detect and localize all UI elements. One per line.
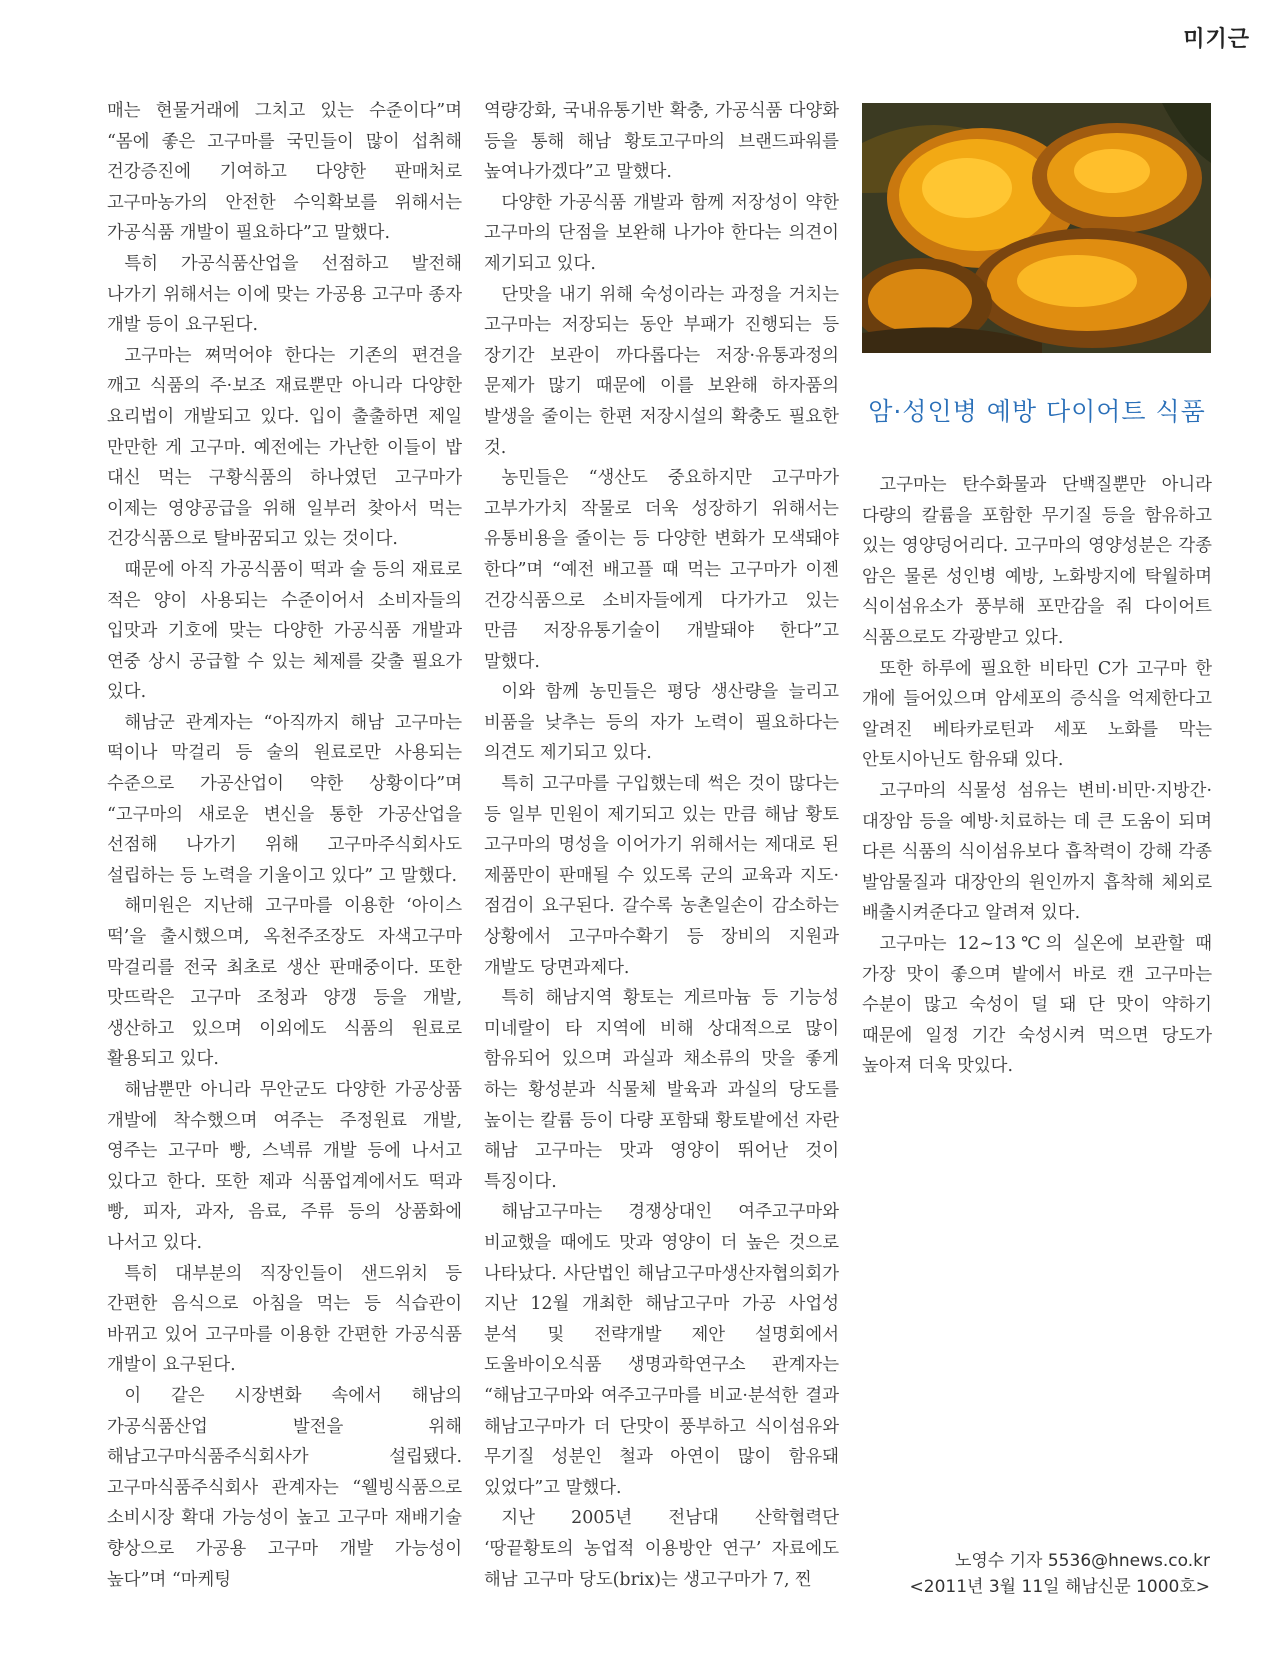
page-corner-mark: 미기근	[1183, 27, 1250, 52]
paragraph: 매는 현물거래에 그치고 있는 수준이다”며 “몸에 좋은 고구마를 국민들이 많이 섭취해 건강증진에 기여하고 다양한 판매처로 고구마농가의 안전한 수익확보를 위해서는 가공식품 개발이 필요하다”고 말했다.	[107, 101, 462, 244]
paragraph: 해남군 관계자는 “아직까지 해남 고구마는 떡이나 막걸리 등 술의 원료로만 사용되는 수준으로 가공산업이 약한 상황이다”며 “고구마의 새로운 변신을 통한 가공산업을 선점해 나가기 위해 고구마주식회사도 설립하는 등 노력을 기울이고 있다” 고 말했다.	[107, 712, 462, 886]
roasted-sweet-potato-photo	[862, 103, 1211, 353]
paragraph: 해남고구마는 경쟁상대인 여주고구마와 비교했을 때에도 맛과 영양이 더 높은 것으로 나타났다. 사단법인 해남고구마생산자협의회가 지난 12월 개최한 해남고구마 가공 사업성 분석 및 전략개발 제안 설명회에서 도울바이오식품 생명과학연구소 관계자는 “해남고구마와 여주고구마를 비교·분석한 결과 해남고구마가 더 단맛이 풍부하고 식이섬유와 무기질 성분인 철과 아연이 많이 함유돼 있었다”고 말했다.	[484, 1202, 839, 1498]
paragraph: 또한 하루에 필요한 비타민 C가 고구마 한 개에 들어있으며 암세포의 증식을 억제한다고 알려진 베타카로틴과 세포 노화를 막는 안토시아닌도 함유돼 있다.	[862, 658, 1212, 771]
article-column-1	[107, 96, 462, 1595]
section-heading: 암·성인병 예방 다이어트 식품	[868, 397, 1206, 426]
paragraph: 고구마는 탄수화물과 단백질뿐만 아니라 다량의 칼륨을 포함한 무기질 등을 함유하고 있는 영양덩어리다. 고구마의 영양성분은 각종 암은 물론 성인병 예방, 노화방지에 탁월하며 식이섬유소가 풍부해 포만감을 줘 다이어트 식품으로도 각광받고 있다.	[862, 475, 1212, 648]
paragraph: 다양한 가공식품 개발과 함께 저장성이 약한 고구마의 단점을 보완해 나가야 한다는 의견이 제기되고 있다.	[484, 192, 839, 274]
paragraph: 특히 해남지역 황토는 게르마늄 등 기능성 미네랄이 타 지역에 비해 상대적으로 많이 함유되어 있으며 과실과 채소류의 맛을 좋게 하는 황성분과 식물체 발육과 과실의 당도를 높이는 칼륨 등이 다량 포함돼 황토밭에선 자란 해남 고구마는 맛과 영양이 뛰어난 것이 특징이다.	[484, 988, 839, 1192]
paragraph: 특히 고구마를 구입했는데 썩은 것이 많다는 등 일부 민원이 제기되고 있는 만큼 해남 황토 고구마의 명성을 이어가기 위해서는 제대로 된 제품만이 판매될 수 있도록 군의 교육과 지도·점검이 요구된다. 갈수록 농촌일손이 감소하는 상황에서 고구마수확기 등 장비의 지원과 개발도 당면과제다.	[484, 774, 839, 978]
paragraph: 특히 대부분의 직장인들이 샌드위치 등 간편한 음식으로 아침을 먹는 등 식습관이 바뀌고 있어 고구마를 이용한 간편한 가공식품 개발이 요구된다.	[107, 1263, 462, 1376]
article-column-2	[484, 96, 839, 1595]
paragraph: 지난 2005년 전남대 산학협력단 ‘땅끝황토의 농업적 이용방안 연구’ 자료에도 해남 고구마 당도(brix)는 생고구마가 7, 찐	[484, 1508, 839, 1590]
paragraph: 고구마는 12~13℃의 실온에 보관할 때 가장 맛이 좋으며 밭에서 바로 캔 고구마는 수분이 많고 숙성이 덜 돼 단 맛이 약하기 때문에 일정 기간 숙성시켜 먹으면 당도가 높아져 더욱 맛있다.	[862, 933, 1212, 1077]
paragraph: 해미원은 지난해 고구마를 이용한 ‘아이스 떡’을 출시했으며, 옥천주조장도 자색고구마 막걸리를 전국 최초로 생산 판매중이다. 또한 맛뜨락은 고구마 조청과 양갱 등을 개발, 생산하고 있으며 이외에도 식품의 원료로 활용되고 있다.	[107, 896, 462, 1070]
paragraph: 단맛을 내기 위해 숙성이라는 과정을 거치는 고구마는 저장되는 동안 부패가 진행되는 등 장기간 보관이 까다롭다는 저장·유통과정의 문제가 많기 때문에 이를 보완해 하자품의 발생을 줄이는 한편 저장시설의 확충도 필요한 것.	[484, 284, 839, 458]
paragraph: 이 같은 시장변화 속에서 해남의 가공식품산업 발전을 위해 해남고구마식품주식회사가 설립됐다. 고구마식품주식회사 관계자는 “웰빙식품으로 소비시장 확대 가능성이 높고 고구마 재배기술 향상으로 가공용 고구마 개발 가능성이 높다”며 “마케팅	[107, 1385, 462, 1590]
paragraph: 이와 함께 농민들은 평당 생산량을 늘리고 비품을 낮추는 등의 자가 노력이 필요하다는 의견도 제기되고 있다.	[484, 682, 839, 764]
reporter-credit: 노영수 기자 5536@hnews.co.kr	[954, 1551, 1210, 1571]
paragraph: 농민들은 “생산도 중요하지만 고구마가 고부가가치 작물로 더욱 성장하기 위해서는 유통비용을 줄이는 등 다양한 변화가 모색돼야 한다”며 “예전 배고플 때 먹는 고구마가 이젠 건강식품으로 소비자들에게 다가가고 있는 만큼 저장유통기술이 개발돼야 한다”고 말했다.	[484, 468, 839, 672]
paragraph: 고구마는 쪄먹어야 한다는 기존의 편견을 깨고 식품의 주·보조 재료뿐만 아니라 다양한 요리법이 개발되고 있다. 입이 출출하면 제일 만만한 게 고구마. 예전에는 가난한 이들이 밥 대신 먹는 구황식품의 하나였던 고구마가 이제는 영양공급을 위해 일부러 찾아서 먹는 건강식품으로 탈바꿈되고 있는 것이다.	[107, 345, 462, 550]
article-column-3	[862, 470, 1212, 1082]
paragraph: 역량강화, 국내유통기반 확충, 가공식품 다양화 등을 통해 해남 황토고구마의 브랜드파워를 높여나가겠다”고 말했다.	[484, 101, 839, 183]
paragraph: 때문에 아직 가공식품이 떡과 술 등의 재료로 적은 양이 사용되는 수준이어서 소비자들의 입맛과 기호에 맞는 다양한 가공식품 개발과 연중 상시 공급할 수 있는 체제를 갖출 필요가 있다.	[107, 559, 462, 703]
paragraph: 고구마의 식물성 섬유는 변비·비만·지방간·대장암 등을 예방·치료하는 데 큰 도움이 되며 다른 식품의 식이섬유보다 흡착력이 강해 각종 발암물질과 대장안의 원인까지 흡착해 체외로 배출시켜준다고 알려져 있다.	[862, 780, 1212, 924]
paragraph: 특히 가공식품산업을 선점하고 발전해 나가기 위해서는 이에 맞는 가공용 고구마 종자 개발 등이 요구된다.	[107, 253, 462, 336]
byline	[910, 1548, 1210, 1600]
paragraph: 해남뿐만 아니라 무안군도 다양한 가공상품 개발에 착수했으며 여주는 주정원료 개발, 영주는 고구마 빵, 스넥류 개발 등에 나서고 있다고 한다. 또한 제과 식품업계에서도 떡과 빵, 피자, 과자, 음료, 주류 등의 상품화에 나서고 있다.	[107, 1080, 462, 1253]
issue-info: <2011년 3월 11일 해남신문 1000호>	[909, 1577, 1210, 1597]
